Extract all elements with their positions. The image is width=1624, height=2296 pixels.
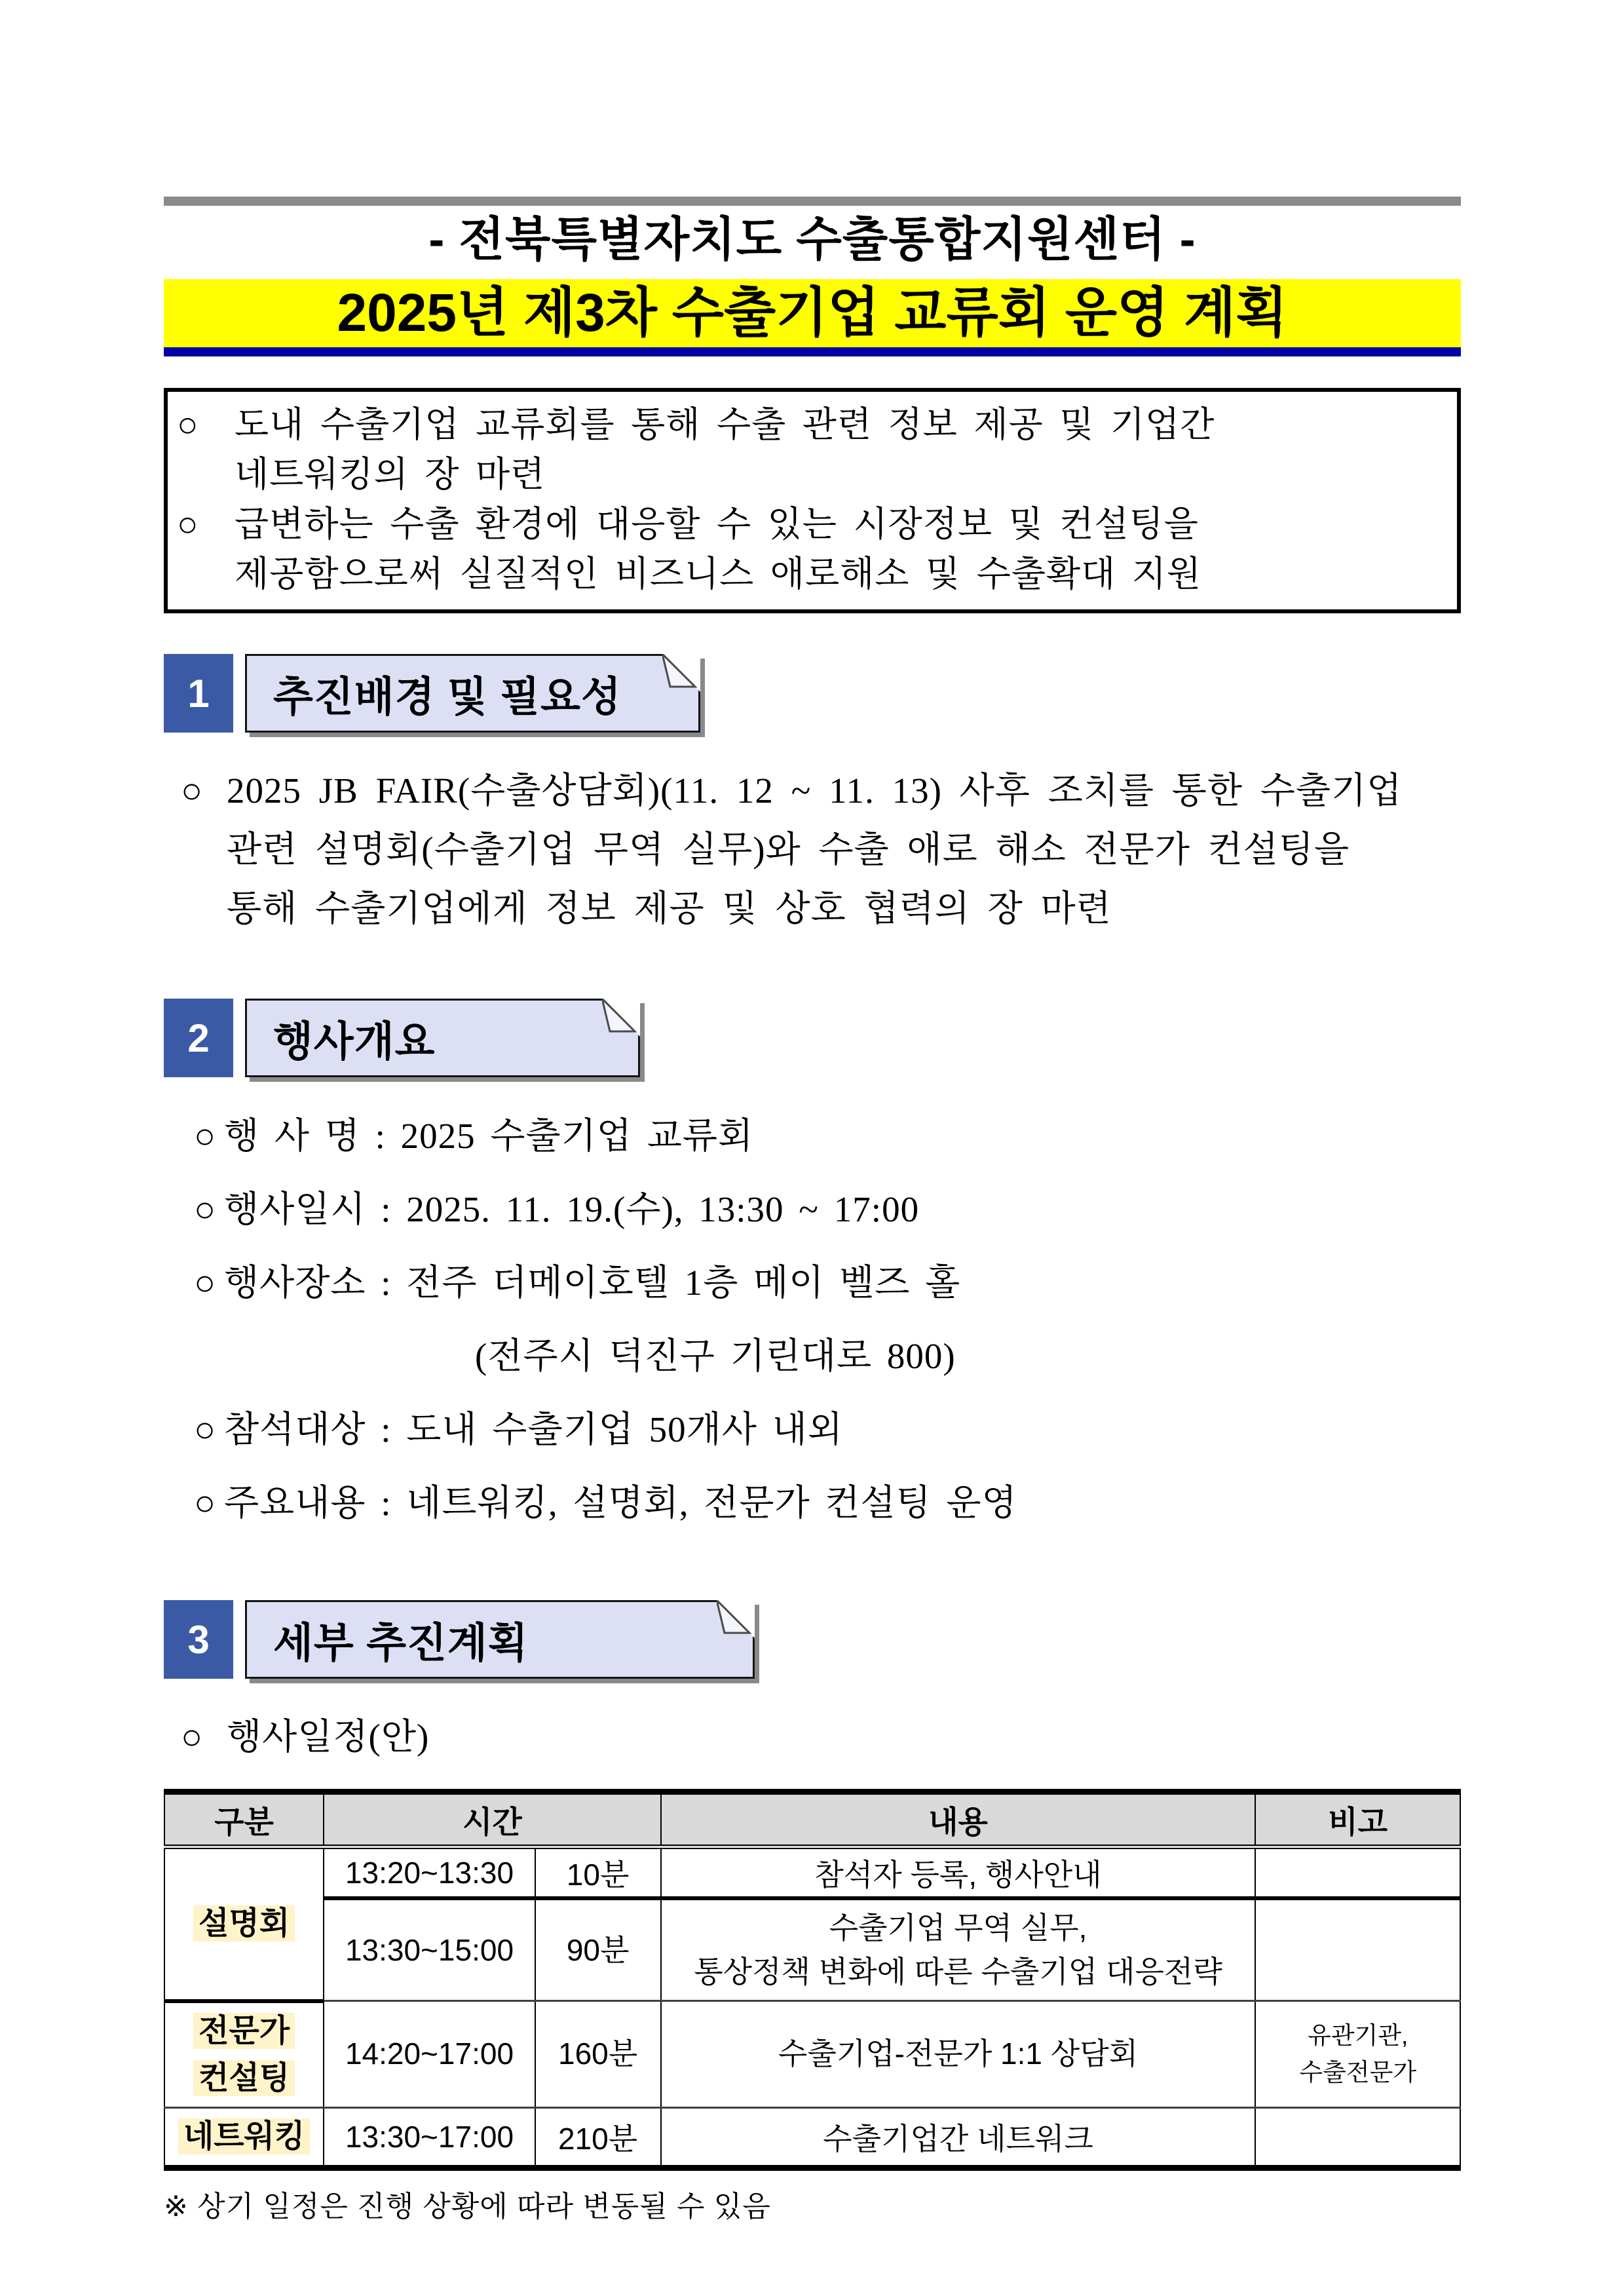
table-row [164, 1898, 1460, 2001]
schedule-intro-text: 행사일정(안) [227, 1717, 430, 1757]
category-cell [164, 1847, 324, 2001]
schedule-table [164, 1789, 1461, 2171]
table-row [164, 1847, 1460, 1899]
duration-cell: 10분 [535, 1847, 661, 1899]
section-header-2 [164, 999, 1461, 1077]
content-cell: 수출기업 무역 실무, 통상정책 변화에 따른 수출기업 대응전략 [661, 1898, 1256, 2001]
page-fold-icon [717, 1600, 755, 1638]
table-row [164, 2001, 1460, 2108]
overview-text: 행사일시 : 2025. 11. 19.(수), 13:30 ~ 17:00 [224, 1189, 920, 1229]
bullet-marker: ○ [181, 771, 203, 811]
venue-address: (전주시 덕진구 기린대로 800) [475, 1336, 956, 1376]
time-cell: 13:30~17:00 [324, 2107, 535, 2168]
page-fold-icon [602, 999, 640, 1037]
bullet-marker: ○ [194, 1263, 216, 1303]
content-cell: 수출기업간 네트워크 [661, 2107, 1256, 2168]
section-number-badge: 1 [164, 654, 233, 733]
col-header-note: 비고 [1255, 1792, 1460, 1847]
background-line: 관련 설명회(수출기업 무역 실무)와 수출 애로 해소 전문가 컨설팅을 [227, 830, 1350, 870]
background-paragraph [164, 761, 1461, 938]
time-cell: 14:20~17:00 [324, 2001, 535, 2108]
title-underline [164, 347, 1461, 356]
summary-box [164, 388, 1461, 613]
bullet-marker: ○ [194, 1483, 216, 1523]
col-header-content: 내용 [661, 1792, 1256, 1847]
bullet-marker: ○ [194, 1116, 216, 1156]
section-number-badge: 2 [164, 999, 233, 1077]
top-divider [164, 197, 1461, 206]
category-cell [164, 2001, 324, 2108]
table-row [164, 2107, 1460, 2168]
summary-item [173, 400, 1445, 499]
overview-list [164, 1100, 1461, 1540]
bullet-marker: ○ [177, 505, 198, 544]
summary-line: 도내 수출기업 교류회를 통해 수출 관련 정보 제공 및 기업간 [235, 405, 1215, 444]
section-title-box [245, 654, 700, 733]
schedule-intro [164, 1708, 1461, 1767]
duration-cell: 160분 [535, 2001, 661, 2108]
time-cell: 13:20~13:30 [324, 1847, 535, 1899]
col-header-time: 시간 [324, 1792, 660, 1847]
note-cell [1255, 1898, 1460, 2001]
overview-item [164, 1466, 1461, 1540]
col-header-category: 구분 [164, 1792, 324, 1847]
overview-item [164, 1100, 1461, 1173]
overview-text: 행사장소 : 전주 더메이호텔 1층 메이 벨즈 홀 [224, 1263, 961, 1303]
section-title: 추진배경 및 필요성 [273, 674, 622, 720]
section-title-box [245, 999, 640, 1077]
overview-text: 주요내용 : 네트워킹, 설명회, 전문가 컨설팅 운영 [224, 1483, 1017, 1523]
section-header-3 [164, 1600, 1461, 1679]
section-number-badge: 3 [164, 1600, 233, 1679]
content-cell: 수출기업-전문가 1:1 상담회 [661, 2001, 1256, 2108]
content-cell: 참석자 등록, 행사안내 [661, 1847, 1256, 1899]
section-title: 세부 추진계획 [273, 1620, 529, 1666]
bullet-marker: ○ [194, 1189, 216, 1229]
background-line: 2025 JB FAIR(수출상담회)(11. 12 ~ 11. 13) 사후 조치를 통한 수출기업 [227, 771, 1403, 811]
section-title: 행사개요 [273, 1018, 436, 1065]
summary-line: 네트워킹의 장 마련 [235, 455, 546, 494]
org-subtitle: - 전북특별자치도 수출통합지원센터 - [428, 214, 1196, 266]
bullet-marker: ○ [177, 405, 198, 444]
note-cell: 유관기관, 수출전문가 [1255, 2001, 1460, 2108]
page-fold-icon [662, 654, 700, 692]
category-label: 컨설팅 [193, 2060, 295, 2096]
section-title-box [245, 1600, 755, 1679]
overview-text: 참석대상 : 도내 수출기업 50개사 내외 [224, 1409, 843, 1449]
summary-item [173, 499, 1445, 599]
background-line: 통해 수출기업에게 정보 제공 및 상호 협력의 장 마련 [227, 889, 1112, 928]
note-cell [1255, 1847, 1460, 1899]
bullet-marker: ○ [194, 1409, 216, 1449]
category-label: 네트워킹 [178, 2118, 310, 2154]
summary-line: 제공함으로써 실질적인 비즈니스 애로해소 및 수출확대 지원 [235, 554, 1202, 594]
category-cell [164, 2107, 324, 2168]
overview-item [164, 1393, 1461, 1466]
overview-text: 행 사 명 : 2025 수출기업 교류회 [224, 1116, 754, 1156]
summary-line: 급변하는 수출 환경에 대응할 수 있는 시장정보 및 컨설팅을 [235, 505, 1199, 544]
duration-cell: 210분 [535, 2107, 661, 2168]
section-header-1 [164, 654, 1461, 733]
table-header-row [164, 1792, 1460, 1847]
time-cell: 13:30~15:00 [324, 1898, 535, 2001]
schedule-footnote: ※ 상기 일정은 진행 상황에 따라 변동될 수 있음 [164, 2190, 771, 2223]
overview-item [164, 1246, 1461, 1320]
category-label: 설명회 [193, 1905, 295, 1942]
bullet-marker: ○ [181, 1717, 203, 1757]
note-cell [1255, 2107, 1460, 2168]
duration-cell: 90분 [535, 1898, 661, 2001]
overview-item [164, 1173, 1461, 1246]
category-label: 전문가 [193, 2013, 295, 2049]
page-title: 2025년 제3차 수출기업 교류회 운영 계획 [164, 279, 1461, 347]
